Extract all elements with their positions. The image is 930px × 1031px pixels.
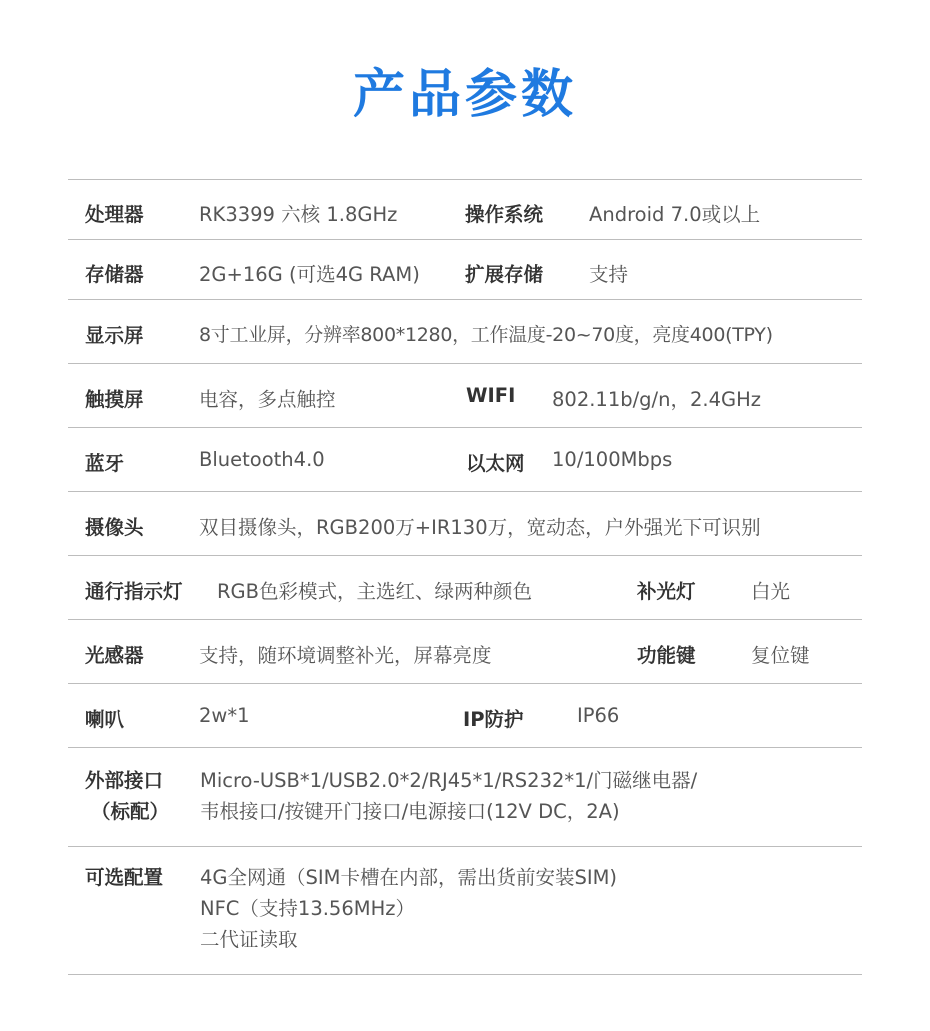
spec-label-line: 可选配置 (85, 866, 164, 889)
table-row (68, 492, 862, 556)
spec-label: 以太网 (466, 452, 525, 475)
spec-value: RK3399 六核 1.8GHz (199, 203, 398, 226)
spec-label: 补光灯 (637, 580, 696, 603)
spec-label (85, 765, 169, 827)
spec-value-line: 韦根接口/按键开门接口/电源接口(12V DC，2A) (200, 800, 620, 823)
spec-value: 电容，多点触控 (199, 388, 336, 411)
spec-label: 功能键 (637, 644, 696, 667)
table-row (68, 620, 862, 684)
spec-label: 摄像头 (85, 516, 144, 539)
spec-value: 支持，随环境调整补光，屏幕亮度 (199, 644, 492, 667)
spec-label: 扩展存储 (465, 263, 544, 286)
spec-value: 白光 (751, 580, 791, 603)
spec-label: 蓝牙 (85, 452, 125, 475)
spec-label-line: （标配） (91, 800, 170, 823)
spec-label: 存储器 (85, 263, 144, 286)
table-row (68, 364, 862, 428)
spec-value (200, 765, 697, 827)
spec-value: 802.11b/g/n，2.4GHz (552, 388, 762, 411)
page-title: 产品参数 (352, 65, 577, 125)
table-row (68, 428, 862, 492)
spec-label: 操作系统 (465, 203, 544, 226)
spec-value: 支持 (589, 263, 629, 286)
spec-label: 处理器 (85, 203, 144, 226)
spec-value-line: Micro-USB*1/USB2.0*2/RJ45*1/RS232*1/门磁继电器/ (200, 769, 698, 792)
spec-table (68, 179, 862, 975)
table-row (68, 300, 862, 364)
spec-label: 光感器 (85, 644, 144, 667)
table-row (68, 240, 862, 300)
spec-value: Android 7.0或以上 (589, 203, 761, 226)
spec-label: 显示屏 (85, 324, 144, 347)
table-row (68, 684, 862, 748)
spec-value: RGB色彩模式，主选红、绿两种颜色 (217, 580, 533, 603)
spec-value-line: NFC（支持13.56MHz） (200, 897, 415, 920)
spec-value: Bluetooth4.0 (199, 448, 325, 471)
spec-value: IP66 (577, 704, 620, 727)
spec-label-line: 外部接口 (85, 769, 164, 792)
table-row (68, 748, 862, 847)
spec-label: IP防护 (463, 708, 524, 731)
spec-value: 复位键 (751, 644, 810, 667)
spec-label (85, 862, 163, 893)
spec-value: 2w*1 (199, 704, 250, 727)
spec-label: 通行指示灯 (85, 580, 183, 603)
spec-value (200, 862, 617, 955)
table-row (68, 847, 862, 975)
spec-value-line: 4G全网通（SIM卡槽在内部，需出货前安装SIM) (200, 866, 618, 889)
spec-value: 双目摄像头，RGB200万+IR130万，宽动态，户外强光下可识别 (199, 516, 761, 539)
table-row (68, 556, 862, 620)
spec-label: 触摸屏 (85, 388, 144, 411)
spec-value: 2G+16G (可选4G RAM) (199, 263, 420, 286)
table-row (68, 180, 862, 240)
spec-value: 10/100Mbps (552, 448, 673, 471)
spec-value-line: 二代证读取 (200, 928, 298, 951)
spec-label: WIFI (466, 384, 516, 407)
spec-label: 喇叭 (85, 708, 125, 731)
spec-value: 8寸工业屏，分辨率800*1280，工作温度-20~70度，亮度400(TPY) (199, 324, 773, 346)
